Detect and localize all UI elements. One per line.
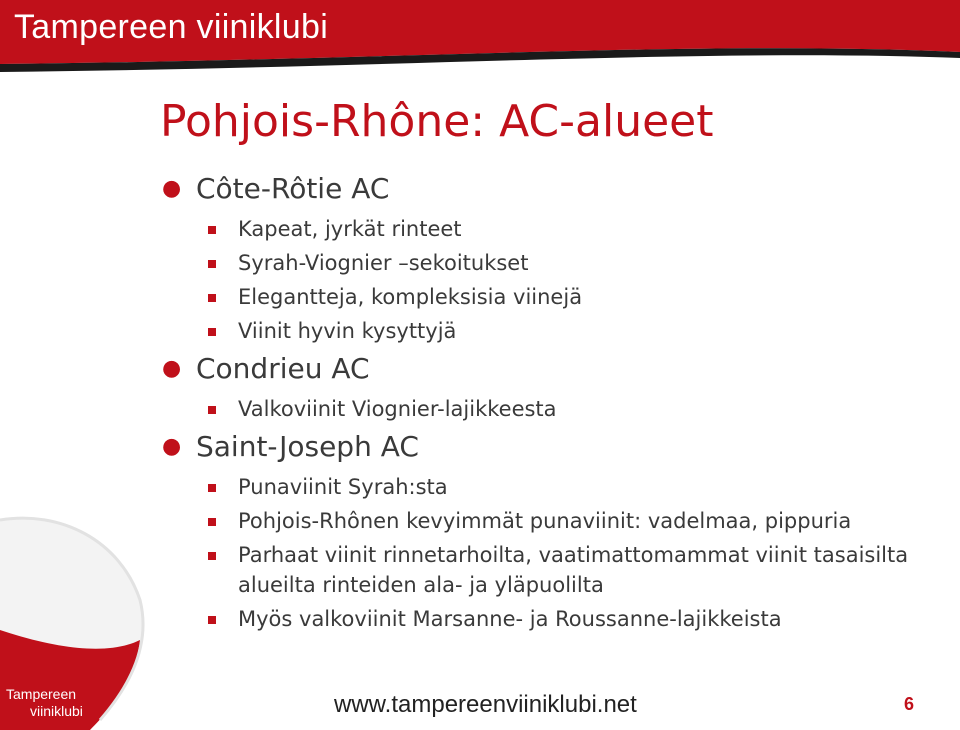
section-heading-text: Côte-Rôtie AC xyxy=(196,172,390,205)
list-item-text: Punaviinit Syrah:sta xyxy=(238,475,448,499)
bullet-dot-icon: ● xyxy=(162,356,182,381)
square-bullet-icon xyxy=(208,294,216,302)
list-item-text: Myös valkoviinit Marsanne- ja Roussanne-lajikkeista xyxy=(238,607,782,631)
slide-title: Pohjois-Rhône: AC-alueet xyxy=(160,96,714,147)
square-bullet-icon xyxy=(208,406,216,414)
list-item-text: Parhaat viinit rinnetarhoilta, vaatimattomammat viinit tasaisilta alueilta rinteiden ala- ja yläpuolilta xyxy=(238,543,909,597)
square-bullet-icon xyxy=(208,518,216,526)
bullet-dot-icon: ● xyxy=(162,434,182,459)
list-item xyxy=(208,506,952,536)
list-item-text: Elegantteja, kompleksisia viinejä xyxy=(238,285,583,309)
section-heading xyxy=(162,350,952,388)
section-heading xyxy=(162,428,952,466)
square-bullet-icon xyxy=(208,328,216,336)
page-number: 6 xyxy=(904,694,915,714)
list-item xyxy=(208,248,952,278)
list-item xyxy=(208,540,952,600)
section-heading xyxy=(162,170,952,208)
square-bullet-icon xyxy=(208,616,216,624)
square-bullet-icon xyxy=(208,484,216,492)
list-item-text: Pohjois-Rhônen kevyimmät punaviinit: vadelmaa, pippuria xyxy=(238,509,852,533)
list-item xyxy=(208,282,952,312)
section-heading-text: Saint-Joseph AC xyxy=(196,430,419,463)
header-banner xyxy=(0,0,960,72)
list-item xyxy=(208,214,952,244)
list-item xyxy=(208,394,952,424)
square-bullet-icon xyxy=(208,552,216,560)
square-bullet-icon xyxy=(208,260,216,268)
footer-url: www.tampereenviiniklubi.net xyxy=(334,691,637,718)
section-heading-text: Condrieu AC xyxy=(196,352,370,385)
footer-logo-line1: Tampereen xyxy=(6,686,77,702)
slide-content xyxy=(162,170,952,638)
list-item-text: Syrah-Viognier –sekoitukset xyxy=(238,251,529,275)
list-item-text: Kapeat, jyrkät rinteet xyxy=(238,217,462,241)
footer-logo-line2: viiniklubi xyxy=(30,703,83,719)
bullet-dot-icon: ● xyxy=(162,176,182,201)
header-title: Tampereen viiniklubi xyxy=(14,8,329,46)
list-item-text: Valkoviinit Viognier-lajikkeesta xyxy=(238,397,557,421)
square-bullet-icon xyxy=(208,226,216,234)
list-item xyxy=(208,316,952,346)
list-item xyxy=(208,472,952,502)
list-item xyxy=(208,604,952,634)
list-item-text: Viinit hyvin kysyttyjä xyxy=(238,319,457,343)
